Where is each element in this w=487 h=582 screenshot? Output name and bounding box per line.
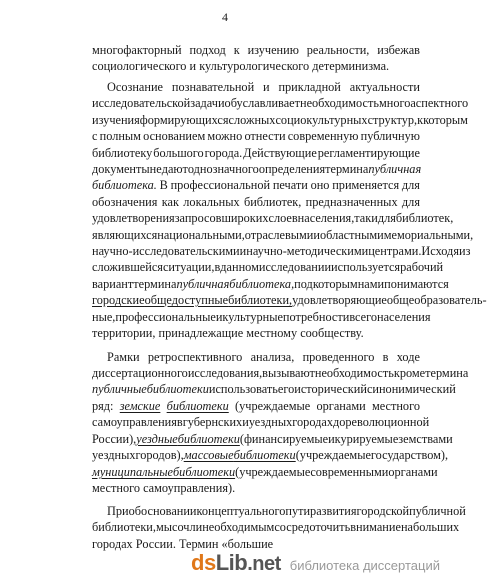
text-line: являющихся национальными, отраслевыми и областными мемориальными, — [92, 228, 474, 242]
text-line: библиотеки, мы сочли необходимым сосредоточить внимание на больших — [92, 520, 460, 534]
text-line: территории, принадлежащие местному сообществу. — [92, 326, 364, 340]
text-line: многофакторный подход к изучению реальности, избежав — [92, 43, 420, 57]
text-line: обозначения как локальных библиотек, предназначенных для — [92, 195, 420, 209]
dslib-logo — [191, 550, 281, 576]
text-line: изучения формирующихся сложных социокультурных структур, к которым — [92, 113, 468, 127]
text-line: исследовательской задачи обуславливает необходимость многоаспектного — [92, 96, 469, 110]
text-line: социологического и культурологического детерминизма. — [92, 59, 390, 73]
text-line: документы не дают однозначного определения термина публичная — [92, 162, 422, 176]
logo-lib: Lib — [215, 550, 248, 575]
text-line: При обосновании концептуального пути развития городской публичной — [107, 504, 466, 518]
logo-ds: ds — [191, 550, 216, 575]
text-line: городах России. Термин «большие — [92, 537, 274, 551]
text-line: сложившейся ситуации, в данном исследовании используется рабочий — [92, 260, 444, 274]
text-line: вариант термина публичная библиотека, под которым нами понимаются — [92, 277, 449, 291]
text-line: библиотека. В профессиональной печати оно применяется для — [92, 178, 420, 192]
text-line: удовлетворения запросов широких слоев населения, так и для библиотек, — [92, 211, 454, 225]
watermark — [191, 550, 440, 576]
text-line: местного самоуправления). — [92, 481, 236, 495]
text-line: публичные библиотеки использовать его исторический синонимический — [92, 382, 456, 396]
page-number: 4 — [222, 10, 228, 24]
text-line: городские общедоступные библиотеки, удовлетворяющие общеобразователь- — [92, 293, 487, 307]
text-line: диссертационного исследования, вызывают необходимость кроме термина — [92, 366, 469, 380]
text-line: научно-исследовательскими и научно-методическими центрами. Исходя из — [92, 244, 471, 258]
text-line: муниципальные библиотеки (учреждаемые современными органами — [92, 465, 438, 479]
text-line: Осознание познавательной и прикладной актуальности — [107, 80, 420, 94]
text-line: Рамки ретроспективного анализа, проведенного в ходе — [107, 350, 420, 364]
text-line: ные, профессиональные и культурные потребности всего населения — [92, 310, 431, 324]
text-line: России), уездные библиотеки (финансируемые и курируемые земствами — [92, 432, 453, 446]
text-line: уездных городов), массовые библиотеки (учреждаемые государством), — [92, 448, 449, 462]
text-line: самоуправления в губернских и уездных городах дореволюционной — [92, 415, 430, 429]
text-line: с полным основанием можно отнести современную публичную — [92, 129, 420, 143]
logo-net: .net — [247, 553, 281, 575]
watermark-caption: библиотека диссертаций — [289, 558, 440, 573]
text-line: ряд: земские библиотеки (учреждаемые органами местного — [92, 399, 420, 413]
text-line: библиотеку большого города. Действующие регламентирующие — [92, 146, 420, 160]
